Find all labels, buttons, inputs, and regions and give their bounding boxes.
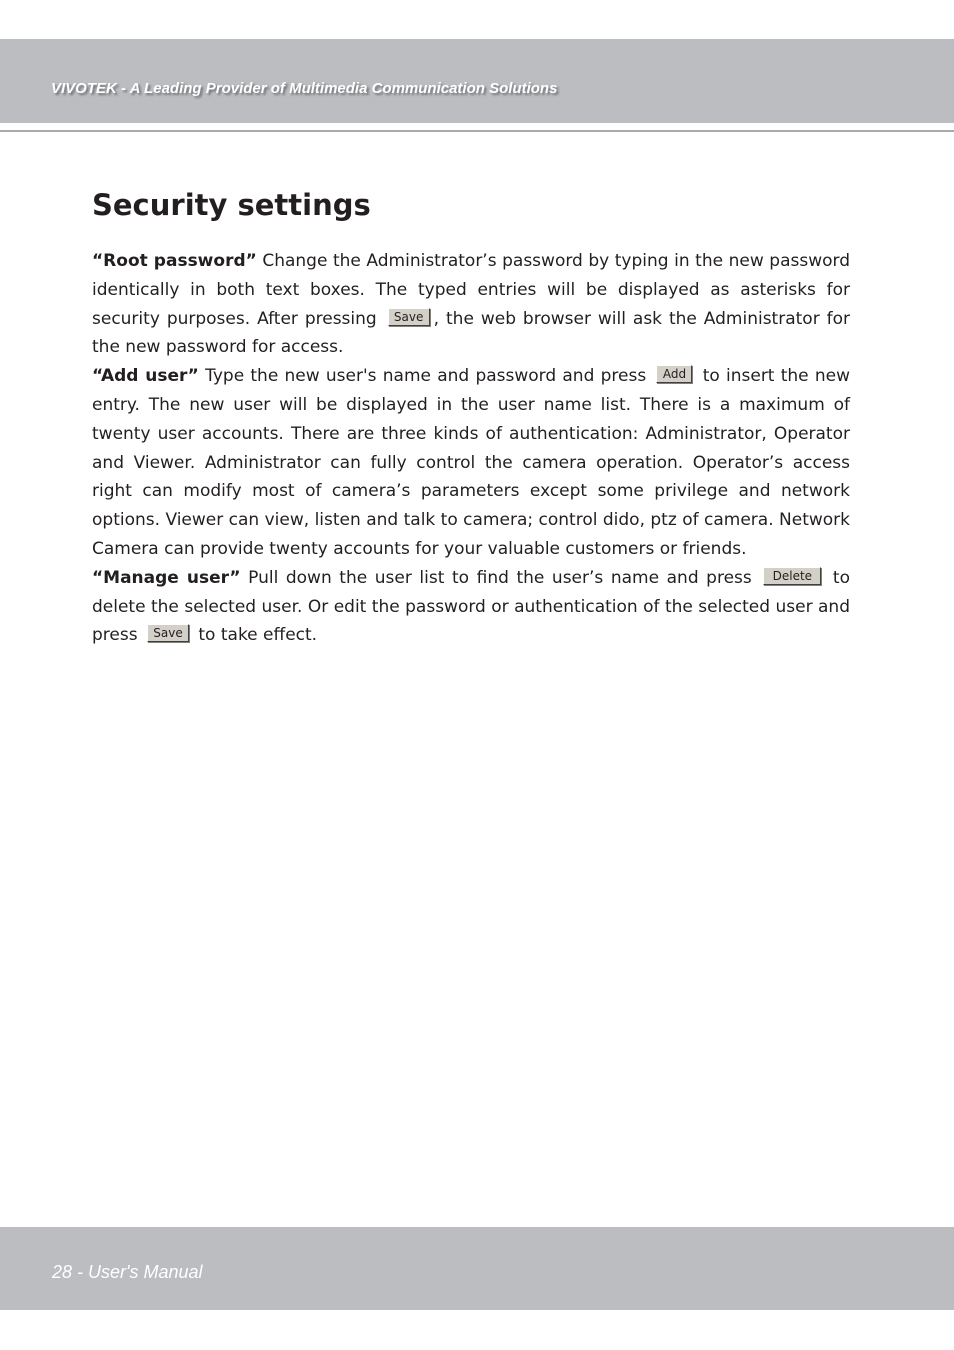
root-password-paragraph xyxy=(92,247,850,362)
add-user-text-before: Type the new user's name and password and press xyxy=(198,366,653,387)
header-tagline: VIVOTEK - A Leading Provider of Multimedia Communication Solutions xyxy=(51,80,558,97)
root-password-term: “Root password” xyxy=(92,251,257,271)
manage-user-text-middle: to delete the selected user. Or edit the password or authentication of the selected user and press xyxy=(92,567,850,646)
add-button: Add xyxy=(656,365,692,383)
root-password-text-after: , the web browser will ask the Administrator for the new password for access. xyxy=(92,308,850,358)
footer-page-label: 28 - User's Manual xyxy=(52,1262,203,1282)
add-user-paragraph xyxy=(92,362,850,564)
main-content xyxy=(92,185,850,650)
header-divider xyxy=(0,130,954,132)
save-button-manage: Save xyxy=(147,624,189,642)
manage-user-text-before: Pull down the user list to find the user’s name and press xyxy=(240,567,760,588)
add-user-term: “Add user” xyxy=(92,366,199,387)
save-button: Save xyxy=(388,308,430,326)
root-password-text-before: Change the Administrator’s password by typing in the new password identically in both text boxes. The typed entries will be displayed as asterisks for security purposes. After pressing xyxy=(92,251,850,329)
manage-user-paragraph xyxy=(92,564,850,650)
delete-button: Delete xyxy=(763,567,821,585)
add-user-text-after: to insert the new entry. The new user will be displayed in the user name list. There is a maximum of twenty user accounts. There are three kinds of authentication: Administrator, Operator and Viewer. Administrator can fully control the camera operation. Operator’s access right can modify most of camera’s parameters except some privilege and network options. Viewer can view, listen and talk to camera; control dido, ptz of camera. Network Camera can provide twenty accounts for your valuable customers or friends. xyxy=(92,366,850,559)
manage-user-text-after: to take effect. xyxy=(192,625,318,646)
manage-user-term: “Manage user” xyxy=(92,567,241,588)
page-title: Security settings xyxy=(92,188,371,222)
